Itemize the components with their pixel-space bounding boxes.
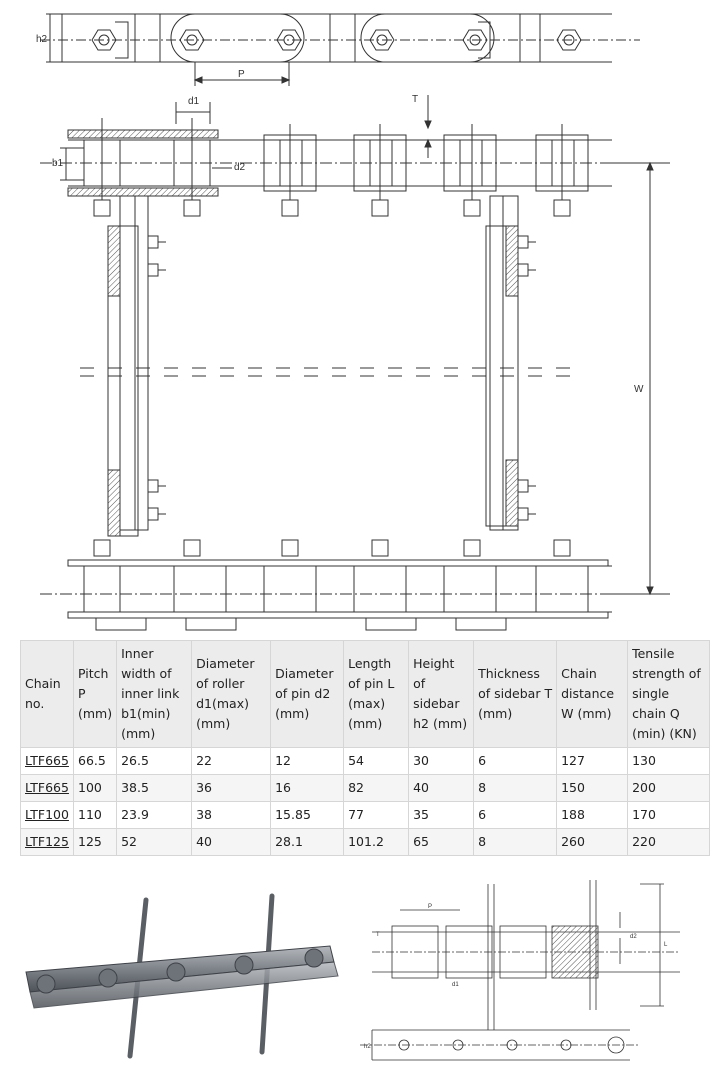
chain-plan-view <box>40 95 670 630</box>
table-row <box>21 802 710 829</box>
table-cell: 54 <box>344 748 409 775</box>
label-t: T <box>412 94 419 105</box>
table-cell: 130 <box>628 748 710 775</box>
chain-no-link[interactable]: LTF665 <box>25 780 69 795</box>
table-cell: 8 <box>474 775 557 802</box>
label-w: W <box>634 384 644 395</box>
header-tensile-strength: Tensile strength of single chain Q (min) (KN) <box>628 641 710 748</box>
table-cell: 23.9 <box>117 802 192 829</box>
label-b1: b1 <box>52 158 64 169</box>
table-row <box>21 748 710 775</box>
table-cell: 38.5 <box>117 775 192 802</box>
chain-side-view <box>40 14 640 86</box>
label-p: P <box>238 69 245 80</box>
chain-no-link[interactable]: LTF125 <box>25 834 69 849</box>
table-cell: 100 <box>74 775 117 802</box>
table-cell: 200 <box>628 775 710 802</box>
header-pin-diameter: Diameter of pin d2 (mm) <box>271 641 344 748</box>
small-label-l: L <box>664 942 668 948</box>
table-cell: 77 <box>344 802 409 829</box>
chain-product-photo <box>0 880 724 1069</box>
photo-chain <box>26 896 338 1056</box>
table-cell: 28.1 <box>271 829 344 856</box>
table-cell: 8 <box>474 829 557 856</box>
chain-no-cell[interactable] <box>21 829 74 856</box>
table-cell: 15.85 <box>271 802 344 829</box>
header-chain-distance: Chain distance W (mm) <box>557 641 628 748</box>
table-header-row <box>21 641 710 748</box>
table-cell: 40 <box>192 829 271 856</box>
table-cell: 170 <box>628 802 710 829</box>
table-cell: 38 <box>192 802 271 829</box>
table-cell: 127 <box>557 748 628 775</box>
table-cell: 6 <box>474 802 557 829</box>
header-inner-width: Inner width of inner link b1(min) (mm) <box>117 641 192 748</box>
table-cell: 36 <box>192 775 271 802</box>
table-cell: 125 <box>74 829 117 856</box>
small-label-t: T <box>376 932 380 938</box>
table-cell: 12 <box>271 748 344 775</box>
header-roller-diameter: Diameter of roller d1(max) (mm) <box>192 641 271 748</box>
header-sidebar-height: Height of sidebar h2 (mm) <box>409 641 474 748</box>
table-cell: 101.2 <box>344 829 409 856</box>
small-technical-drawing <box>360 880 680 1060</box>
header-chain-no: Chain no. <box>21 641 74 748</box>
table-cell: 260 <box>557 829 628 856</box>
chain-no-link[interactable]: LTF100 <box>25 807 69 822</box>
left-bolts <box>148 236 166 520</box>
small-label-d1: d1 <box>452 982 459 988</box>
chain-no-link[interactable]: LTF665 <box>25 753 69 768</box>
table-cell: 110 <box>74 802 117 829</box>
small-label-h2: h2 <box>364 1044 371 1050</box>
label-d1: d1 <box>188 96 200 107</box>
table-row <box>21 775 710 802</box>
table-cell: 220 <box>628 829 710 856</box>
table-cell: 188 <box>557 802 628 829</box>
table-cell: 22 <box>192 748 271 775</box>
lower-nuts <box>94 540 570 556</box>
chain-spec-table <box>20 640 710 856</box>
table-cell: 65 <box>409 829 474 856</box>
table-cell: 35 <box>409 802 474 829</box>
table-cell: 40 <box>409 775 474 802</box>
table-cell: 26.5 <box>117 748 192 775</box>
table-cell: 30 <box>409 748 474 775</box>
table-row <box>21 829 710 856</box>
chain-no-cell[interactable] <box>21 775 74 802</box>
table-cell: 16 <box>271 775 344 802</box>
table-cell: 66.5 <box>74 748 117 775</box>
chain-no-cell[interactable] <box>21 802 74 829</box>
table-cell: 82 <box>344 775 409 802</box>
table-cell: 150 <box>557 775 628 802</box>
label-h2: h2 <box>36 34 48 45</box>
header-pin-length: Length of pin L (max) (mm) <box>344 641 409 748</box>
header-sidebar-thickness: Thickness of sidebar T (mm) <box>474 641 557 748</box>
chain-no-cell[interactable] <box>21 748 74 775</box>
table-cell: 52 <box>117 829 192 856</box>
right-bolts <box>518 236 536 520</box>
label-d2: d2 <box>234 162 246 173</box>
header-pitch: Pitch P (mm) <box>74 641 117 748</box>
small-label-p: P <box>428 904 433 910</box>
small-label-d2: d2 <box>630 934 637 940</box>
table-cell: 6 <box>474 748 557 775</box>
